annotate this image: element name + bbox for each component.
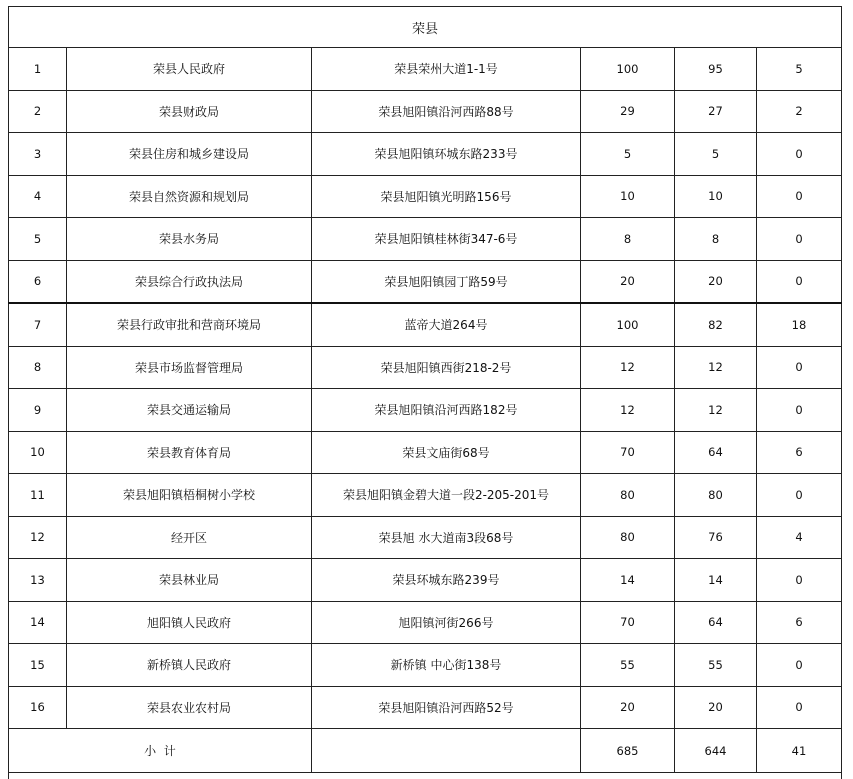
row-index: 15: [9, 644, 67, 687]
table-row: [9, 389, 842, 432]
row-unit-name: 荣县旭阳镇梧桐树小学校: [67, 474, 312, 517]
row-address: 新桥镇 中心街138号: [312, 644, 581, 687]
row-value-c: 6: [757, 601, 842, 644]
table-row: [9, 133, 842, 176]
row-value-b: 14: [675, 559, 757, 602]
table-row: [9, 90, 842, 133]
row-index: 6: [9, 260, 67, 303]
row-index: 12: [9, 516, 67, 559]
row-value-c: 6: [757, 431, 842, 474]
row-value-b: 20: [675, 686, 757, 729]
subtotal-c: 41: [757, 729, 842, 773]
row-unit-name: 荣县市场监督管理局: [67, 346, 312, 389]
row-value-c: 0: [757, 474, 842, 517]
row-unit-name: 荣县财政局: [67, 90, 312, 133]
row-value-c: 0: [757, 559, 842, 602]
row-value-b: 76: [675, 516, 757, 559]
row-unit-name: 荣县综合行政执法局: [67, 260, 312, 303]
table-row: [9, 559, 842, 602]
row-value-c: 0: [757, 133, 842, 176]
row-index: 4: [9, 175, 67, 218]
row-value-a: 20: [581, 686, 675, 729]
row-unit-name: 荣县农业农村局: [67, 686, 312, 729]
table-row: [9, 303, 842, 346]
table-row: [9, 644, 842, 687]
row-address: 旭阳镇河街266号: [312, 601, 581, 644]
subtotal-b: 644: [675, 729, 757, 773]
table-row: [9, 601, 842, 644]
row-value-b: 64: [675, 601, 757, 644]
row-index: 3: [9, 133, 67, 176]
row-value-b: 82: [675, 303, 757, 346]
table-row: [9, 346, 842, 389]
row-address: 荣县旭阳镇园丁路59号: [312, 260, 581, 303]
row-index: 2: [9, 90, 67, 133]
row-address: 荣县旭阳镇桂林街347-6号: [312, 218, 581, 261]
row-value-c: 18: [757, 303, 842, 346]
table-title-row: [9, 7, 842, 48]
row-value-a: 80: [581, 516, 675, 559]
row-index: 11: [9, 474, 67, 517]
row-value-c: 0: [757, 644, 842, 687]
row-value-c: 0: [757, 260, 842, 303]
row-value-c: 0: [757, 686, 842, 729]
table-row: [9, 260, 842, 303]
row-index: 7: [9, 303, 67, 346]
row-unit-name: 荣县林业局: [67, 559, 312, 602]
row-unit-name: 荣县水务局: [67, 218, 312, 261]
table-row: [9, 218, 842, 261]
subtotal-row: [9, 729, 842, 773]
row-value-a: 100: [581, 48, 675, 91]
row-value-c: 0: [757, 218, 842, 261]
row-unit-name: 旭阳镇人民政府: [67, 601, 312, 644]
row-address: 荣县旭 水大道南3段68号: [312, 516, 581, 559]
row-value-a: 80: [581, 474, 675, 517]
row-value-b: 10: [675, 175, 757, 218]
row-unit-name: 荣县行政审批和营商环境局: [67, 303, 312, 346]
row-index: 13: [9, 559, 67, 602]
table-row: [9, 474, 842, 517]
row-value-b: 5: [675, 133, 757, 176]
row-index: 1: [9, 48, 67, 91]
row-value-a: 12: [581, 346, 675, 389]
row-value-a: 8: [581, 218, 675, 261]
row-address: 荣县旭阳镇沿河西路52号: [312, 686, 581, 729]
row-value-a: 14: [581, 559, 675, 602]
table-row: [9, 431, 842, 474]
row-value-b: 64: [675, 431, 757, 474]
row-address: 荣县旭阳镇沿河西路88号: [312, 90, 581, 133]
row-address: 荣县文庙街68号: [312, 431, 581, 474]
row-value-a: 100: [581, 303, 675, 346]
row-value-a: 5: [581, 133, 675, 176]
row-value-a: 10: [581, 175, 675, 218]
data-sheet: [8, 6, 842, 779]
row-value-b: 12: [675, 346, 757, 389]
row-value-c: 2: [757, 90, 842, 133]
row-value-c: 4: [757, 516, 842, 559]
table-row: [9, 48, 842, 91]
row-value-b: 27: [675, 90, 757, 133]
row-value-a: 12: [581, 389, 675, 432]
row-value-a: 70: [581, 601, 675, 644]
row-value-c: 0: [757, 346, 842, 389]
table-row: [9, 686, 842, 729]
row-address: 荣县旭阳镇环城东路233号: [312, 133, 581, 176]
row-unit-name: 经开区: [67, 516, 312, 559]
row-unit-name: 荣县人民政府: [67, 48, 312, 91]
row-value-b: 95: [675, 48, 757, 91]
row-value-a: 29: [581, 90, 675, 133]
row-index: 9: [9, 389, 67, 432]
row-address: 蓝帝大道264号: [312, 303, 581, 346]
row-value-c: 0: [757, 175, 842, 218]
subtotal-address: [312, 729, 581, 773]
row-value-b: 8: [675, 218, 757, 261]
row-value-b: 12: [675, 389, 757, 432]
row-unit-name: 荣县住房和城乡建设局: [67, 133, 312, 176]
table-row: [9, 516, 842, 559]
row-index: 10: [9, 431, 67, 474]
row-index: 8: [9, 346, 67, 389]
row-unit-name: 荣县教育体育局: [67, 431, 312, 474]
row-value-b: 55: [675, 644, 757, 687]
row-index: 14: [9, 601, 67, 644]
row-value-b: 20: [675, 260, 757, 303]
row-address: 荣县旭阳镇西街218-2号: [312, 346, 581, 389]
row-index: 16: [9, 686, 67, 729]
row-value-a: 70: [581, 431, 675, 474]
row-address: 荣县环城东路239号: [312, 559, 581, 602]
table-footer-row: [9, 773, 842, 779]
row-value-a: 20: [581, 260, 675, 303]
row-index: 5: [9, 218, 67, 261]
subtotal-label: 小 计: [9, 729, 312, 773]
row-address: 荣县旭阳镇沿河西路182号: [312, 389, 581, 432]
row-unit-name: 荣县交通运输局: [67, 389, 312, 432]
row-address: 荣县旭阳镇光明路156号: [312, 175, 581, 218]
table-title: 荣县: [9, 7, 842, 48]
row-value-b: 80: [675, 474, 757, 517]
row-value-c: 0: [757, 389, 842, 432]
parking-table: [8, 6, 842, 779]
table-footer: [9, 773, 842, 779]
subtotal-a: 685: [581, 729, 675, 773]
row-address: 荣县旭阳镇金碧大道一段2-205-201号: [312, 474, 581, 517]
row-unit-name: 新桥镇人民政府: [67, 644, 312, 687]
row-value-a: 55: [581, 644, 675, 687]
table-row: [9, 175, 842, 218]
row-value-c: 5: [757, 48, 842, 91]
row-unit-name: 荣县自然资源和规划局: [67, 175, 312, 218]
row-address: 荣县荣州大道1-1号: [312, 48, 581, 91]
